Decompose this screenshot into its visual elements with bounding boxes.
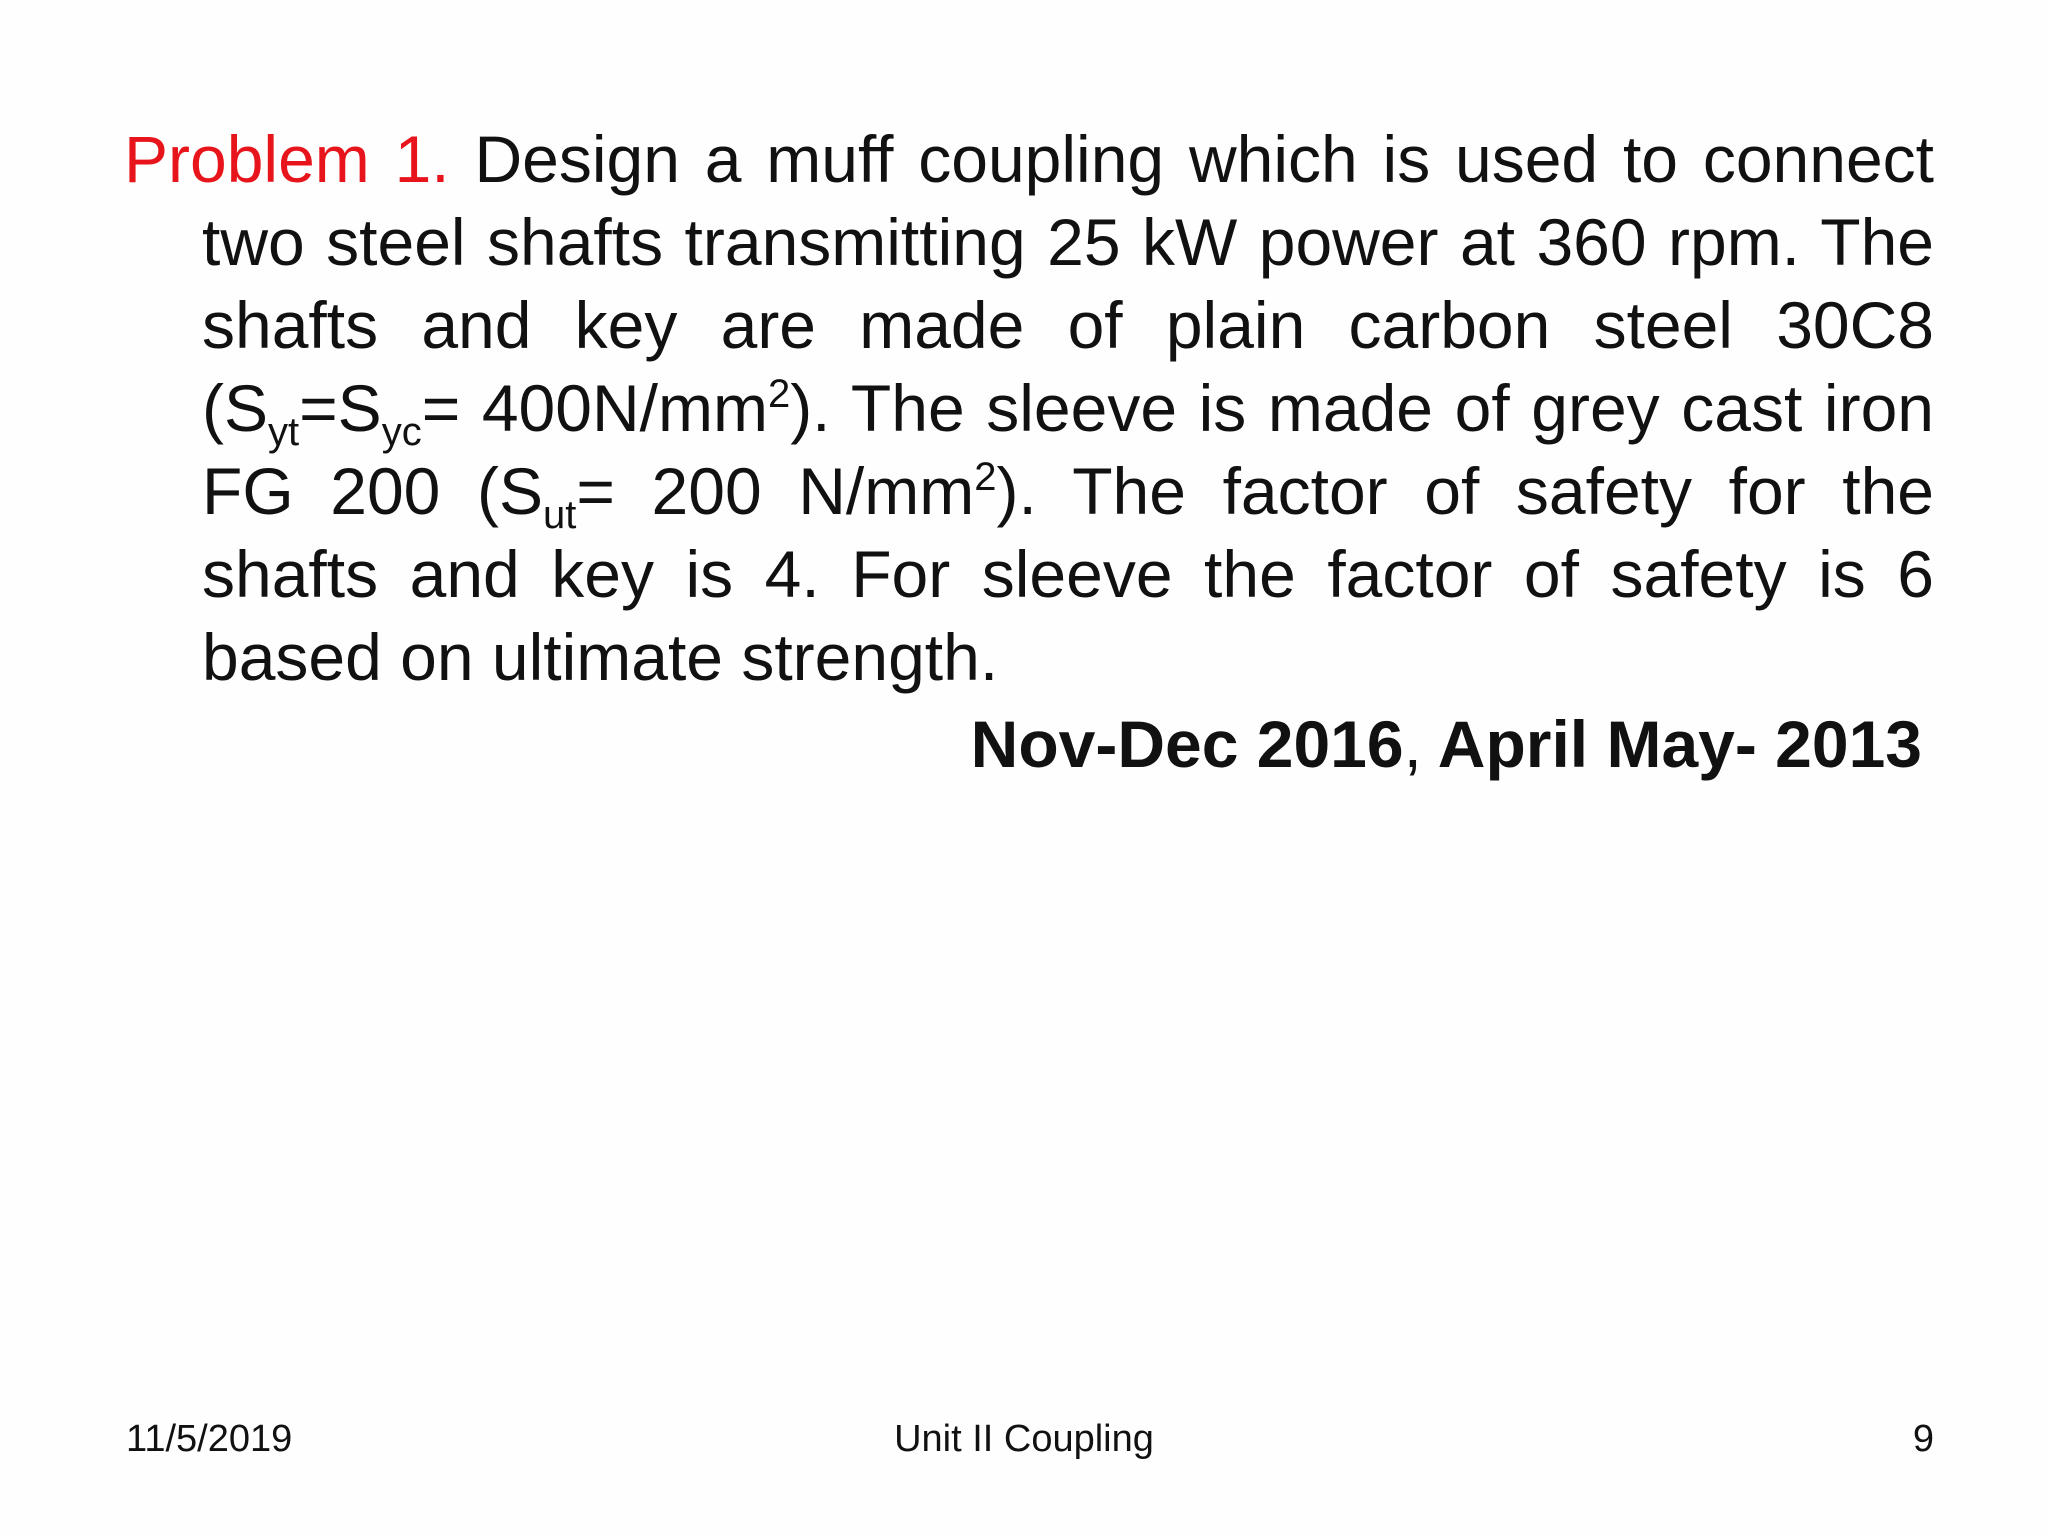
footer-title: Unit II Coupling	[894, 1418, 1154, 1460]
problem-text-2: =S	[299, 371, 382, 445]
problem-text-1: Design a muff coupling which is used to connect two steel shafts transmitting 25 kW power at 360 rpm. The shafts and key are made of plain carbon steel 30C8 (S	[202, 122, 1934, 445]
subscript-ut: ut	[543, 493, 577, 537]
problem-statement	[124, 118, 1934, 699]
problem-paragraph	[124, 118, 1934, 699]
exam-reference-1: Nov-Dec 2016	[970, 707, 1404, 781]
exam-reference	[971, 706, 1922, 782]
superscript-squared-2: 2	[974, 455, 997, 499]
subscript-yc: yc	[381, 410, 422, 454]
footer-page-number: 9	[1912, 1418, 1934, 1460]
problem-text-5: = 200 N/mm	[576, 454, 975, 528]
problem-label: Problem 1.	[124, 122, 450, 196]
problem-text-4: ). The sleeve is made of grey cast iron FG 200 (S	[202, 371, 1934, 528]
footer-date: 11/5/2019	[126, 1418, 293, 1460]
exam-reference-2: April May- 2013	[1421, 707, 1922, 781]
problem-text-6: ). The factor of safety for the shafts and key is 4. For sleeve the factor of safety is 6 based on ultimate strength.	[202, 454, 1934, 694]
exam-reference-separator: ,	[1403, 707, 1422, 781]
subscript-yt: yt	[268, 410, 300, 454]
superscript-squared-1: 2	[767, 372, 791, 416]
problem-text-3: = 400N/mm	[421, 371, 768, 445]
